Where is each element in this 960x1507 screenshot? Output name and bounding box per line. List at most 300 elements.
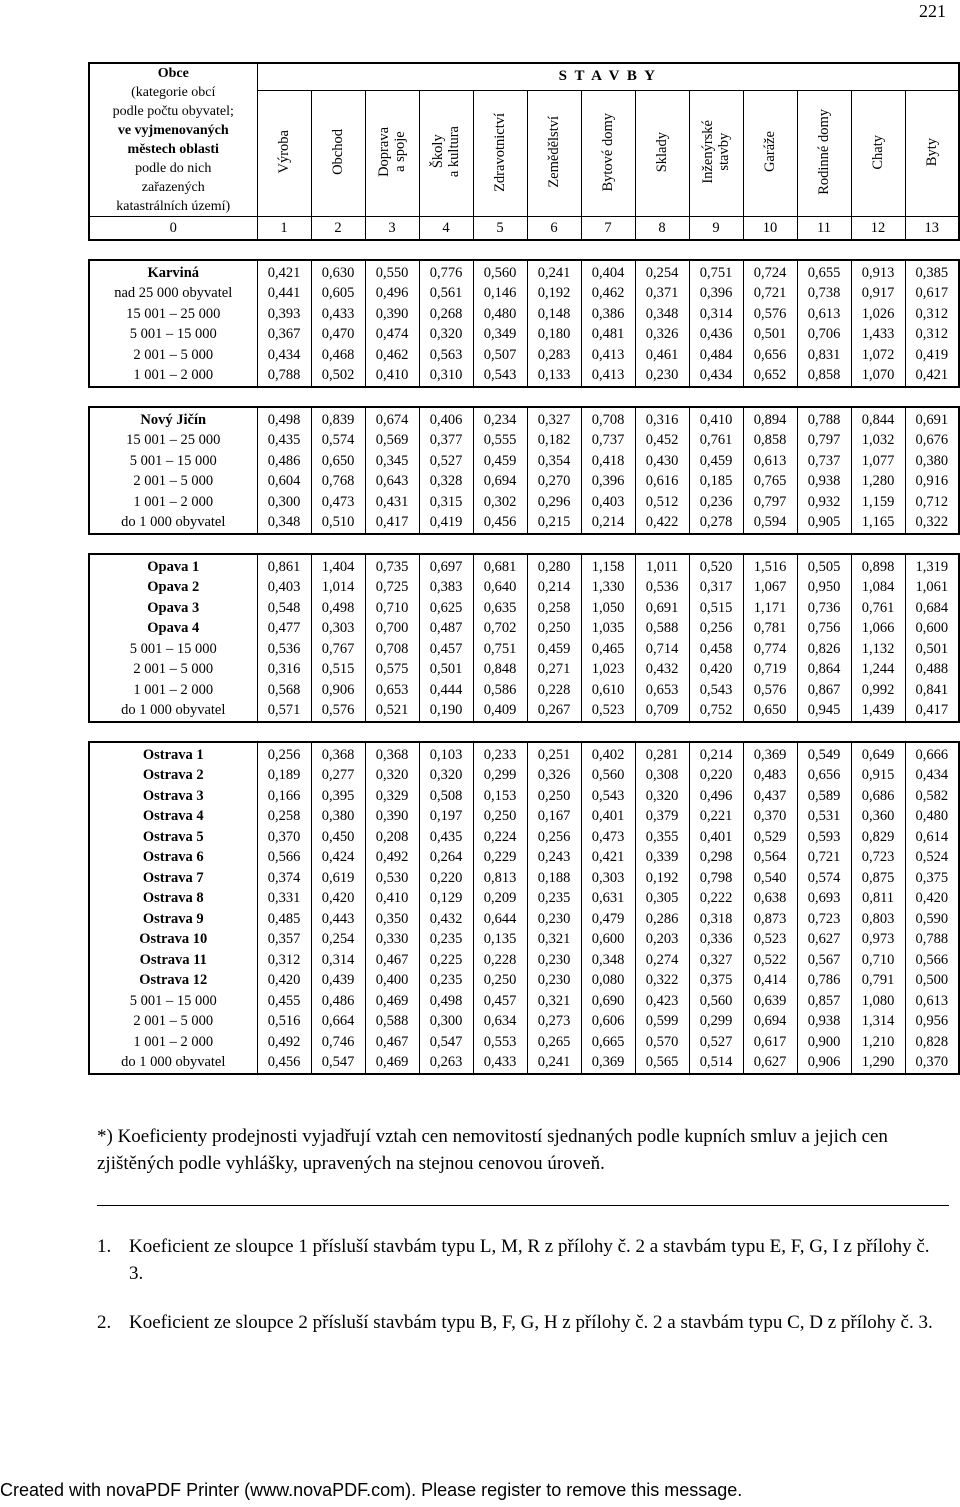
coefficient-cell: 0,571 xyxy=(257,701,311,723)
coefficient-cell: 0,721 xyxy=(797,848,851,869)
obce-header-line: podle počtu obyvatel; xyxy=(112,104,234,119)
coefficient-cell: 0,938 xyxy=(797,472,851,493)
coefficient-cell: 0,488 xyxy=(905,660,959,681)
coefficient-cell: 0,477 xyxy=(257,619,311,640)
coefficient-cell: 0,674 xyxy=(365,407,419,431)
coefficient-cell: 0,560 xyxy=(473,260,527,284)
table-header xyxy=(88,62,960,241)
coefficient-cell: 0,320 xyxy=(365,766,419,787)
coefficient-cell: 0,435 xyxy=(257,431,311,452)
coefficient-cell: 0,590 xyxy=(905,909,959,930)
coefficient-cell: 0,576 xyxy=(743,304,797,325)
row-label: do 1 000 obyvatel xyxy=(121,514,226,531)
coefficient-cell: 0,714 xyxy=(635,639,689,660)
coefficient-cell: 0,606 xyxy=(581,1012,635,1033)
coefficient-cell: 0,215 xyxy=(527,513,581,535)
coefficient-cell: 0,320 xyxy=(419,766,473,787)
coefficient-cell: 0,563 xyxy=(419,345,473,366)
coefficient-cell: 0,197 xyxy=(419,807,473,828)
coefficient-cell: 0,791 xyxy=(851,971,905,992)
coefficient-cell: 0,569 xyxy=(365,431,419,452)
coefficient-cell: 0,222 xyxy=(689,889,743,910)
coefficient-cell: 0,368 xyxy=(365,742,419,766)
column-header xyxy=(473,90,527,216)
row-label: 1 001 – 2 000 xyxy=(133,1033,214,1050)
column-header-line: Bytové domy xyxy=(600,112,616,192)
coefficient-cell: 0,913 xyxy=(851,260,905,284)
coefficient-cell: 0,421 xyxy=(905,366,959,388)
coefficient-cell: 0,561 xyxy=(419,284,473,305)
coefficient-cell: 0,574 xyxy=(797,868,851,889)
column-header-label xyxy=(762,131,778,172)
coefficient-cell: 1,077 xyxy=(851,451,905,472)
coefficient-cell: 0,375 xyxy=(905,868,959,889)
coefficient-cell: 0,434 xyxy=(689,366,743,388)
row-label: 5 001 – 15 000 xyxy=(129,452,217,469)
coefficient-cell: 0,737 xyxy=(581,431,635,452)
row-label: 15 001 – 25 000 xyxy=(126,432,221,449)
coefficient-cell: 0,486 xyxy=(311,991,365,1012)
table-row xyxy=(89,578,959,599)
coefficient-cell: 1,050 xyxy=(581,598,635,619)
coefficient-cell: 0,208 xyxy=(365,827,419,848)
coefficient-cell: 0,992 xyxy=(851,680,905,701)
coefficient-cell: 0,803 xyxy=(851,909,905,930)
coefficient-cell: 0,254 xyxy=(311,930,365,951)
row-label: Ostrava 3 xyxy=(142,787,204,804)
column-header-label xyxy=(430,126,462,177)
coefficient-cell: 0,839 xyxy=(311,407,365,431)
coefficient-cell: 0,643 xyxy=(365,472,419,493)
coefficient-cell: 0,467 xyxy=(365,950,419,971)
coefficient-cell: 1,014 xyxy=(311,578,365,599)
table-row xyxy=(89,971,959,992)
coefficient-cell: 0,430 xyxy=(635,451,689,472)
coefficient-cell: 0,774 xyxy=(743,639,797,660)
table-row xyxy=(89,407,959,431)
coefficient-cell: 1,061 xyxy=(905,578,959,599)
coefficient-cell: 0,712 xyxy=(905,492,959,513)
coefficient-cell: 0,339 xyxy=(635,848,689,869)
coefficient-cell: 0,574 xyxy=(311,431,365,452)
coefficient-cell: 0,480 xyxy=(473,304,527,325)
coefficient-cell: 0,627 xyxy=(797,930,851,951)
column-header xyxy=(527,90,581,216)
coefficient-cell: 1,516 xyxy=(743,554,797,578)
coefficient-cell: 0,368 xyxy=(311,742,365,766)
coefficient-cell: 0,327 xyxy=(527,407,581,431)
coefficient-cell: 0,377 xyxy=(419,431,473,452)
coefficient-cell: 0,593 xyxy=(797,827,851,848)
coefficient-cell: 0,735 xyxy=(365,554,419,578)
row-label: Ostrava 6 xyxy=(142,849,204,866)
note-text: Koeficient ze sloupce 1 přísluší stavbám typu L, M, R z přílohy č. 2 a stavbám typu E, F, G, I z přílohy č. 3. xyxy=(129,1236,930,1284)
coefficient-cell: 0,153 xyxy=(473,786,527,807)
column-number: 12 xyxy=(851,217,905,241)
coefficient-cell: 0,510 xyxy=(311,513,365,535)
coefficient-cell: 0,640 xyxy=(473,578,527,599)
coefficient-cell: 0,225 xyxy=(419,950,473,971)
coefficient-cell: 1,280 xyxy=(851,472,905,493)
coefficient-cell: 0,894 xyxy=(743,407,797,431)
coefficient-cell: 0,594 xyxy=(743,513,797,535)
row-label: Ostrava 5 xyxy=(142,828,204,845)
coefficient-cell: 0,857 xyxy=(797,991,851,1012)
column-header-line: Doprava xyxy=(376,127,392,177)
coefficient-cell: 0,639 xyxy=(743,991,797,1012)
coefficient-cell: 0,582 xyxy=(905,786,959,807)
coefficient-cell: 0,788 xyxy=(257,366,311,388)
coefficient-cell: 0,203 xyxy=(635,930,689,951)
coefficient-cell: 0,299 xyxy=(473,766,527,787)
obce-header-line: (kategorie obcí xyxy=(131,85,216,100)
row-label: Opava 3 xyxy=(147,599,200,616)
coefficient-cell: 0,345 xyxy=(365,451,419,472)
table-row xyxy=(89,766,959,787)
coefficient-cell: 0,462 xyxy=(581,284,635,305)
coefficient-cell: 0,536 xyxy=(635,578,689,599)
column-header xyxy=(689,90,743,216)
coefficient-cell: 0,813 xyxy=(473,868,527,889)
coefficient-cell: 0,690 xyxy=(581,991,635,1012)
coefficient-cell: 0,485 xyxy=(257,909,311,930)
table-row xyxy=(89,472,959,493)
coefficient-cell: 0,700 xyxy=(365,619,419,640)
coefficient-cell: 0,401 xyxy=(689,827,743,848)
row-label: Ostrava 7 xyxy=(142,869,204,886)
row-label: 15 001 – 25 000 xyxy=(126,305,221,322)
coefficient-cell: 0,560 xyxy=(581,766,635,787)
coefficient-cell: 0,723 xyxy=(851,848,905,869)
coefficient-cell: 0,547 xyxy=(311,1053,365,1075)
column-number: 10 xyxy=(743,217,797,241)
coefficient-cell: 0,302 xyxy=(473,492,527,513)
coefficient-cell: 0,314 xyxy=(689,304,743,325)
coefficient-cell: 0,653 xyxy=(365,680,419,701)
coefficient-cell: 0,214 xyxy=(689,742,743,766)
coefficient-cell: 0,900 xyxy=(797,1032,851,1053)
coefficient-cell: 1,032 xyxy=(851,431,905,452)
coefficient-cell: 0,403 xyxy=(257,578,311,599)
coefficient-cell: 0,614 xyxy=(905,827,959,848)
note-text: Koeficient ze sloupce 2 přísluší stavbám typu B, F, G, H z přílohy č. 2 a stavbám typu C, D z přílohy č. 3. xyxy=(129,1312,933,1333)
coefficient-cell: 0,605 xyxy=(311,284,365,305)
coefficient-cell: 0,348 xyxy=(581,950,635,971)
coefficient-cell: 0,487 xyxy=(419,619,473,640)
coefficient-cell: 0,409 xyxy=(473,701,527,723)
coefficient-cell: 0,719 xyxy=(743,660,797,681)
column-header-line: Zdravotnictví xyxy=(492,112,508,192)
column-header xyxy=(635,90,689,216)
row-label: 5 001 – 15 000 xyxy=(129,992,217,1009)
coefficient-cell: 0,314 xyxy=(311,950,365,971)
table-row xyxy=(89,807,959,828)
coefficient-cell: 1,439 xyxy=(851,701,905,723)
coefficient-cell: 0,613 xyxy=(797,304,851,325)
coefficient-cell: 0,354 xyxy=(527,451,581,472)
coefficient-cell: 0,599 xyxy=(635,1012,689,1033)
coefficient-cell: 0,267 xyxy=(527,701,581,723)
coefficient-cell: 1,080 xyxy=(851,991,905,1012)
coefficient-cell: 0,322 xyxy=(905,513,959,535)
coefficient-cell: 0,296 xyxy=(527,492,581,513)
coefficient-cell: 0,650 xyxy=(743,701,797,723)
coefficient-cell: 0,501 xyxy=(419,660,473,681)
coefficient-cell: 0,133 xyxy=(527,366,581,388)
coefficient-cell: 1,244 xyxy=(851,660,905,681)
coefficient-cell: 0,327 xyxy=(689,950,743,971)
coefficient-cell: 0,676 xyxy=(905,431,959,452)
row-label: Opava 2 xyxy=(147,579,200,596)
coefficient-cell: 0,470 xyxy=(311,325,365,346)
table-row xyxy=(89,827,959,848)
coefficient-cell: 0,421 xyxy=(257,260,311,284)
coefficient-cell: 0,230 xyxy=(527,971,581,992)
coefficient-cell: 0,393 xyxy=(257,304,311,325)
row-label: Ostrava 12 xyxy=(139,972,208,989)
coefficient-cell: 0,625 xyxy=(419,598,473,619)
coefficient-cell: 0,776 xyxy=(419,260,473,284)
coefficient-cell: 0,588 xyxy=(365,1012,419,1033)
coefficient-cell: 0,180 xyxy=(527,325,581,346)
coefficient-cell: 0,496 xyxy=(365,284,419,305)
coefficient-cell: 0,898 xyxy=(851,554,905,578)
coefficient-cell: 0,336 xyxy=(689,930,743,951)
column-header-line: Chaty xyxy=(870,134,886,170)
coefficient-cell: 0,192 xyxy=(635,868,689,889)
coefficient-cell: 0,322 xyxy=(635,971,689,992)
coefficient-cell: 0,330 xyxy=(365,930,419,951)
coefficient-cell: 0,348 xyxy=(257,513,311,535)
coefficient-cell: 0,235 xyxy=(527,889,581,910)
coefficient-cell: 0,424 xyxy=(311,848,365,869)
column-header-line: Obchod xyxy=(330,129,346,175)
coefficient-cell: 0,566 xyxy=(257,848,311,869)
coefficient-cell: 0,543 xyxy=(689,680,743,701)
coefficient-cell: 0,786 xyxy=(797,971,851,992)
coefficient-cell: 0,498 xyxy=(257,407,311,431)
row-label: Ostrava 9 xyxy=(142,910,204,927)
coefficient-cell: 0,129 xyxy=(419,889,473,910)
table-row xyxy=(89,848,959,869)
table-row xyxy=(89,260,959,284)
coefficient-cell: 0,973 xyxy=(851,930,905,951)
coefficient-cell: 0,547 xyxy=(419,1032,473,1053)
coefficient-cell: 0,433 xyxy=(311,304,365,325)
coefficient-cell: 0,264 xyxy=(419,848,473,869)
coefficient-cell: 0,524 xyxy=(905,848,959,869)
coefficient-cell: 0,486 xyxy=(257,451,311,472)
coefficient-cell: 0,233 xyxy=(473,742,527,766)
coefficient-cell: 0,567 xyxy=(797,950,851,971)
coefficient-cell: 0,788 xyxy=(797,407,851,431)
coefficient-cell: 0,315 xyxy=(419,492,473,513)
coefficient-cell: 0,875 xyxy=(851,868,905,889)
row-label: 2 001 – 5 000 xyxy=(133,661,214,678)
coefficient-cell: 0,498 xyxy=(311,598,365,619)
coefficient-cell: 0,566 xyxy=(905,950,959,971)
coefficient-cell: 0,080 xyxy=(581,971,635,992)
coefficient-cell: 0,638 xyxy=(743,889,797,910)
coefficient-cell: 0,420 xyxy=(689,660,743,681)
coefficient-cell: 0,458 xyxy=(689,639,743,660)
coefficient-cell: 0,235 xyxy=(419,930,473,951)
coefficient-cell: 0,459 xyxy=(689,451,743,472)
table-row xyxy=(89,1032,959,1053)
coefficient-cell: 1,070 xyxy=(851,366,905,388)
coefficient-cell: 0,417 xyxy=(365,513,419,535)
coefficient-cell: 0,515 xyxy=(311,660,365,681)
coefficient-cell: 0,915 xyxy=(851,766,905,787)
region-group xyxy=(88,553,960,723)
note-1 xyxy=(97,1233,947,1287)
coefficient-cell: 0,861 xyxy=(257,554,311,578)
coefficient-cell: 0,721 xyxy=(743,284,797,305)
coefficient-cell: 0,956 xyxy=(905,1012,959,1033)
column-header-line: a spoje xyxy=(392,131,408,173)
coefficient-cell: 1,171 xyxy=(743,598,797,619)
coefficient-cell: 0,305 xyxy=(635,889,689,910)
coefficient-cell: 0,736 xyxy=(797,598,851,619)
coefficient-cell: 0,256 xyxy=(257,742,311,766)
column-header-label xyxy=(376,127,408,177)
coefficient-cell: 0,360 xyxy=(851,807,905,828)
coefficient-cell: 0,434 xyxy=(257,345,311,366)
coefficient-cell: 0,706 xyxy=(797,325,851,346)
coefficient-cell: 0,374 xyxy=(257,868,311,889)
column-number: 4 xyxy=(419,217,473,241)
table-row xyxy=(89,366,959,388)
column-number: 1 xyxy=(257,217,311,241)
coefficient-cell: 0,498 xyxy=(419,991,473,1012)
coefficient-cell: 0,756 xyxy=(797,619,851,640)
coefficient-cell: 0,209 xyxy=(473,889,527,910)
table-row xyxy=(89,1053,959,1075)
column-header xyxy=(797,90,851,216)
coefficient-cell: 0,371 xyxy=(635,284,689,305)
coefficient-cell: 0,456 xyxy=(473,513,527,535)
coefficient-cell: 0,500 xyxy=(905,971,959,992)
table-row xyxy=(89,889,959,910)
column-header-line: Výroba xyxy=(276,130,292,174)
coefficient-cell: 0,496 xyxy=(689,786,743,807)
coefficient-cell: 0,481 xyxy=(581,325,635,346)
coefficient-cell: 0,520 xyxy=(689,554,743,578)
coefficient-cell: 0,560 xyxy=(689,991,743,1012)
coefficient-cell: 0,220 xyxy=(689,766,743,787)
table-row xyxy=(89,660,959,681)
column-number: 2 xyxy=(311,217,365,241)
column-number: 0 xyxy=(89,217,257,241)
row-label: 1 001 – 2 000 xyxy=(133,681,214,698)
column-number: 13 xyxy=(905,217,959,241)
coefficient-cell: 0,379 xyxy=(635,807,689,828)
table-row xyxy=(89,680,959,701)
region-group xyxy=(88,406,960,535)
coefficient-cell: 0,441 xyxy=(257,284,311,305)
coefficient-cell: 0,452 xyxy=(635,431,689,452)
note-number: 1. xyxy=(97,1236,112,1257)
coefficient-cell: 0,224 xyxy=(473,827,527,848)
row-label: Ostrava 10 xyxy=(139,931,208,948)
column-header xyxy=(905,90,959,216)
coefficient-cell: 0,235 xyxy=(419,971,473,992)
row-label: nad 25 000 obyvatel xyxy=(114,285,233,302)
coefficient-cell: 0,932 xyxy=(797,492,851,513)
coefficient-cell: 0,298 xyxy=(689,848,743,869)
column-header xyxy=(851,90,905,216)
column-header xyxy=(365,90,419,216)
coefficient-cell: 0,765 xyxy=(743,472,797,493)
coefficient-cell: 0,420 xyxy=(311,889,365,910)
coefficient-cell: 0,523 xyxy=(581,701,635,723)
region-group xyxy=(88,259,960,388)
coefficient-cell: 0,326 xyxy=(635,325,689,346)
coefficient-cell: 0,413 xyxy=(581,366,635,388)
coefficient-cell: 0,367 xyxy=(257,325,311,346)
column-header xyxy=(419,90,473,216)
coefficient-cell: 0,829 xyxy=(851,827,905,848)
row-label: 1 001 – 2 000 xyxy=(133,493,214,510)
coefficient-cell: 0,586 xyxy=(473,680,527,701)
coefficient-cell: 0,370 xyxy=(743,807,797,828)
coefficient-cell: 0,469 xyxy=(365,991,419,1012)
coefficient-cell: 0,278 xyxy=(689,513,743,535)
row-label: Ostrava 1 xyxy=(142,746,204,763)
coefficient-cell: 0,316 xyxy=(635,407,689,431)
column-header-line: Inženýrské xyxy=(700,120,716,184)
coefficient-cell: 1,319 xyxy=(905,554,959,578)
coefficient-cell: 0,189 xyxy=(257,766,311,787)
coefficient-cell: 0,465 xyxy=(581,639,635,660)
column-header-label xyxy=(276,130,292,174)
coefficient-cell: 0,241 xyxy=(527,1053,581,1075)
coefficient-cell: 0,370 xyxy=(905,1053,959,1075)
column-header-line: Byty xyxy=(923,137,940,167)
coefficient-cell: 0,588 xyxy=(635,619,689,640)
coefficient-cell: 0,410 xyxy=(365,889,419,910)
coefficient-cell: 0,702 xyxy=(473,619,527,640)
coefficient-cell: 0,710 xyxy=(851,950,905,971)
coefficient-cell: 0,945 xyxy=(797,701,851,723)
coefficient-cell: 0,456 xyxy=(257,1053,311,1075)
coefficient-cell: 0,303 xyxy=(581,868,635,889)
column-header-label xyxy=(924,138,940,166)
coefficient-cell: 0,303 xyxy=(311,619,365,640)
row-label: Karviná xyxy=(147,264,200,281)
coefficient-cell: 0,385 xyxy=(905,260,959,284)
row-label: do 1 000 obyvatel xyxy=(121,702,226,719)
coefficient-cell: 0,268 xyxy=(419,304,473,325)
row-label: Nový Jičín xyxy=(140,411,207,428)
coefficient-cell: 0,312 xyxy=(257,950,311,971)
coefficient-cell: 0,320 xyxy=(419,325,473,346)
column-header-line: Rodinné domy xyxy=(816,109,832,195)
column-header xyxy=(311,90,365,216)
coefficient-cell: 0,531 xyxy=(797,807,851,828)
coefficient-cell: 0,450 xyxy=(311,827,365,848)
coefficient-cell: 0,280 xyxy=(527,554,581,578)
coefficient-cell: 1,330 xyxy=(581,578,635,599)
coefficient-cell: 0,383 xyxy=(419,578,473,599)
coefficient-cell: 0,507 xyxy=(473,345,527,366)
table-row xyxy=(89,950,959,971)
coefficient-cell: 1,067 xyxy=(743,578,797,599)
coefficient-cell: 0,230 xyxy=(527,909,581,930)
row-label: Ostrava 8 xyxy=(142,890,204,907)
coefficient-cell: 0,684 xyxy=(905,598,959,619)
coefficient-cell: 0,858 xyxy=(797,366,851,388)
